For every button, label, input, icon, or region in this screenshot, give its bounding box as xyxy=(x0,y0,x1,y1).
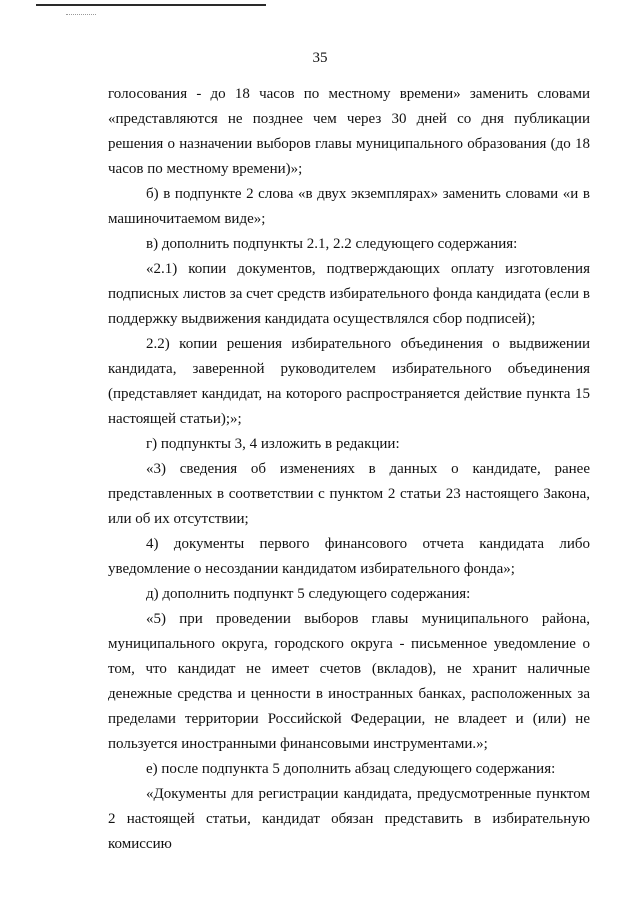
document-body xyxy=(108,82,590,857)
paragraph-6: г) подпункты 3, 4 изложить в редакции: xyxy=(146,436,400,452)
paragraph-11: е) после подпункта 5 дополнить абзац следующего содержания: xyxy=(146,761,556,777)
paragraph-7: «3) сведения об изменениях в данных о кандидате, ранее представленных в соответствии с пунктом 2 статьи 23 настоящего Закона, или об их отсутствии; xyxy=(108,461,590,527)
scan-edge-line xyxy=(36,4,266,6)
paragraph-3: в) дополнить подпункты 2.1, 2.2 следующего содержания: xyxy=(146,236,518,252)
paragraph-8: 4) документы первого финансового отчета кандидата либо уведомление о несоздании кандидатом избирательного фонда»; xyxy=(108,536,590,577)
scan-noise xyxy=(66,14,96,16)
paragraph-2: б) в подпункте 2 слова «в двух экземплярах» заменить словами «и в машиночитаемом виде»; xyxy=(108,186,590,227)
paragraph-5: 2.2) копии решения избирательного объединения о выдвижении кандидата, заверенной руководителем избирательного объединения (представляет кандидат, на которого распространяется действие пункта 15 настоящей статьи);»; xyxy=(108,336,590,427)
paragraph-9: д) дополнить подпункт 5 следующего содержания: xyxy=(146,586,471,602)
paragraph-4: «2.1) копии документов, подтверждающих оплату изготовления подписных листов за счет средств избирательного фонда кандидата (если в поддержку выдвижения кандидата осуществлялся сбор подписей); xyxy=(108,261,590,327)
paragraph-1: голосования - до 18 часов по местному времени» заменить словами «представляются не позднее чем через 30 дней со дня публикации решения о назначении выборов главы муниципального образования (до 18 часов по местному времени)»; xyxy=(108,86,590,177)
paragraph-12: «Документы для регистрации кандидата, предусмотренные пунктом 2 настоящей статьи, кандидат обязан представить в избирательную комиссию xyxy=(108,786,590,852)
page-number: 35 xyxy=(312,50,328,66)
paragraph-10: «5) при проведении выборов главы муниципального района, муниципального округа, городского округа - письменное уведомление о том, что кандидат не имеет счетов (вкладов), не хранит наличные денежные средства и ценности в иностранных банках, расположенных за пределами территории Российской Федерации, не владеет и (или) не пользуется иностранными финансовыми инструментами.»; xyxy=(108,611,590,752)
